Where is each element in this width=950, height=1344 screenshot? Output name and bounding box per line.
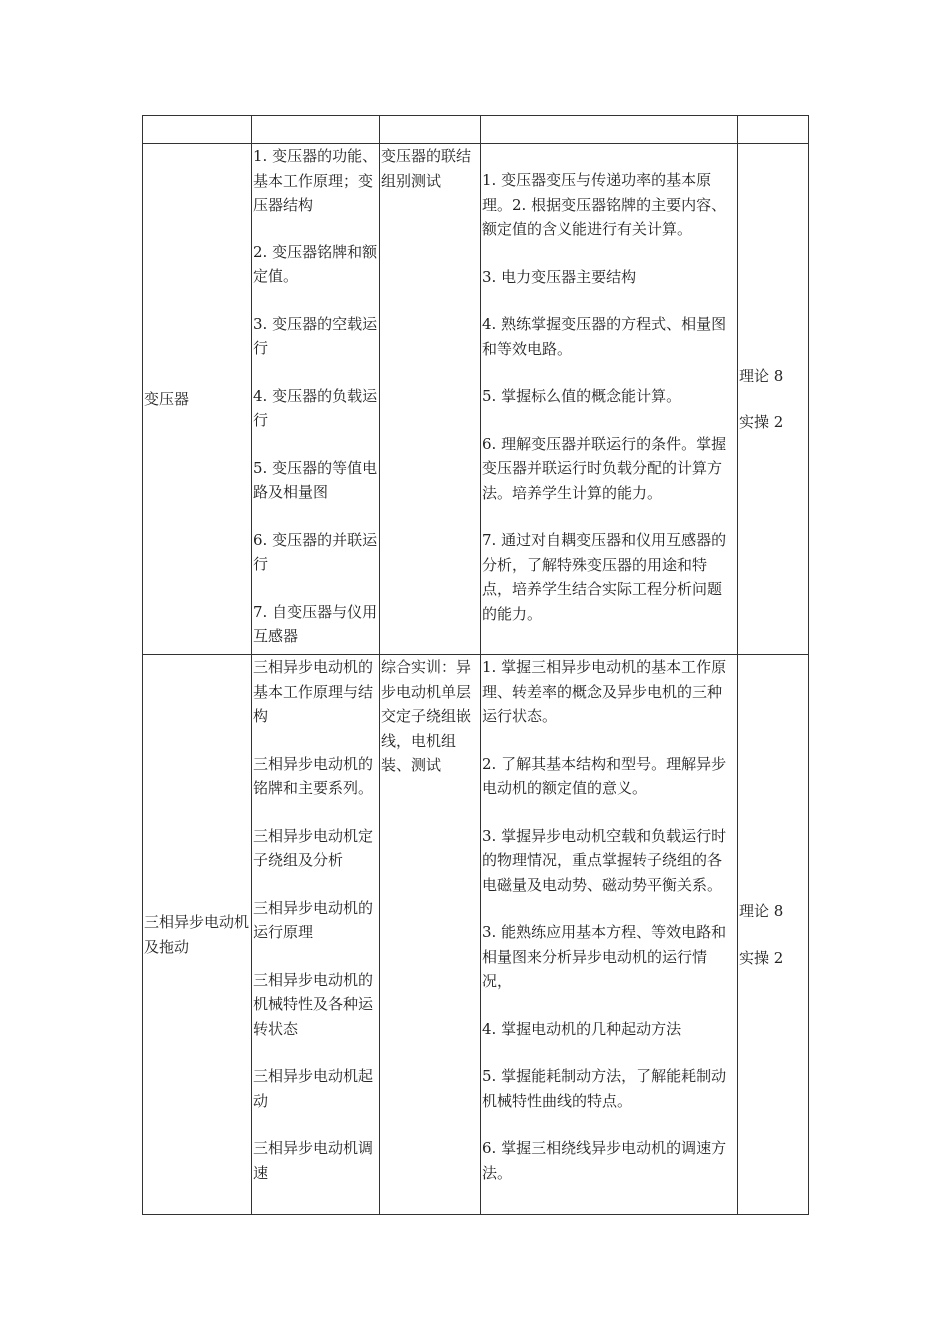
module-name-cell [143, 144, 252, 655]
goal-item: 5. 掌握标么值的概念能计算。 [482, 387, 682, 405]
table-header-row [143, 116, 809, 144]
content-item: 4. 变压器的负载运行 [253, 386, 378, 429]
goal-item: 3. 能熟练应用基本方程、等效电路和相量图来分析异步电动机的运行情况， [482, 923, 727, 990]
header-cell-contents [252, 116, 380, 144]
module-name: 变压器 [144, 389, 190, 408]
goal-item: 5. 掌握能耗制动方法，了解能耗制动机械特性曲线的特点。 [482, 1067, 727, 1110]
content-item: 3. 变压器的空载运行 [253, 314, 378, 357]
goal-item: 3. 电力变压器主要结构 [482, 267, 637, 286]
goal-item: 4. 掌握电动机的几种起动方法 [482, 1019, 682, 1038]
goal-item: 1. 掌握三相异步电动机的基本工作原理、转差率的概念及异步电机的三种运行状态。 [482, 658, 727, 725]
course-syllabus-table [142, 115, 809, 1215]
content-item: 1. 变压器的功能、基本工作原理；变压器结构 [253, 147, 378, 214]
module-name-cell [143, 655, 252, 1215]
goal-item: 1. 变压器变压与传递功率的基本原理。2. 根据变压器铭牌的主要内容、额定值的含义能进行有关计算。 [482, 171, 727, 238]
header-cell-hours [738, 116, 809, 144]
header-cell-module [143, 116, 252, 144]
content-item: 6. 变压器的并联运行 [253, 530, 378, 573]
table-row [143, 655, 809, 1215]
content-cell [252, 655, 380, 1215]
goal-item: 6. 理解变压器并联运行的条件。掌握变压器并联运行时负载分配的计算方法。培养学生计算的能力。 [482, 434, 727, 502]
content-cell [252, 144, 380, 655]
goals-cell [481, 144, 738, 655]
content-item: 三相异步电动机的基本工作原理与结构 [253, 658, 374, 725]
content-item: 三相异步电动机定子绕组及分析 [253, 826, 374, 869]
content-item: 三相异步电动机调速 [253, 1139, 374, 1182]
goal-item: 7. 通过对自耦变压器和仪用互感器的分析，了解特殊变压器的用途和特点，培养学生结合实际工程分析问题的能力。 [482, 531, 727, 623]
hours-cell [738, 144, 809, 655]
hours-practice: 实操 2 [739, 948, 784, 967]
table-row [143, 144, 809, 655]
header-cell-practice [380, 116, 481, 144]
content-item: 7. 自变压器与仪用互感器 [253, 602, 378, 645]
content-item: 5. 变压器的等值电路及相量图 [253, 458, 378, 501]
hours-cell [738, 655, 809, 1215]
practice-cell [380, 655, 481, 1215]
module-name: 三相异步电动机及拖动 [144, 913, 250, 956]
goal-item: 4. 熟练掌握变压器的方程式、相量图和等效电路。 [482, 315, 727, 358]
goal-item: 2. 了解其基本结构和型号。理解异步电动机的额定值的意义。 [482, 754, 727, 797]
goal-item: 3. 掌握异步电动机空载和负载运行时的物理情况，重点掌握转子绕组的各电磁量及电动势、磁动势平衡关系。 [482, 826, 727, 894]
content-item: 三相异步电动机的铭牌和主要系列。 [253, 754, 374, 797]
hours-practice: 实操 2 [739, 413, 784, 431]
content-item: 三相异步电动机起动 [253, 1067, 374, 1110]
goals-cell [481, 655, 738, 1215]
goal-item: 6. 掌握三相绕线异步电动机的调速方法。 [482, 1139, 727, 1182]
content-item: 三相异步电动机的运行原理 [253, 898, 374, 941]
practice-cell [380, 144, 481, 655]
hours-theory: 理论 8 [739, 902, 784, 920]
header-cell-goals [481, 116, 738, 144]
content-item: 2. 变压器铭牌和额定值。 [253, 242, 378, 285]
practice-text: 变压器的联结组别测试 [381, 147, 472, 190]
practice-text: 综合实训：异步电动机单层交定子绕组嵌线，电机组装、测试 [381, 658, 472, 774]
hours-theory: 理论 8 [739, 366, 784, 385]
content-item: 三相异步电动机的机械特性及各种运转状态 [253, 970, 374, 1038]
